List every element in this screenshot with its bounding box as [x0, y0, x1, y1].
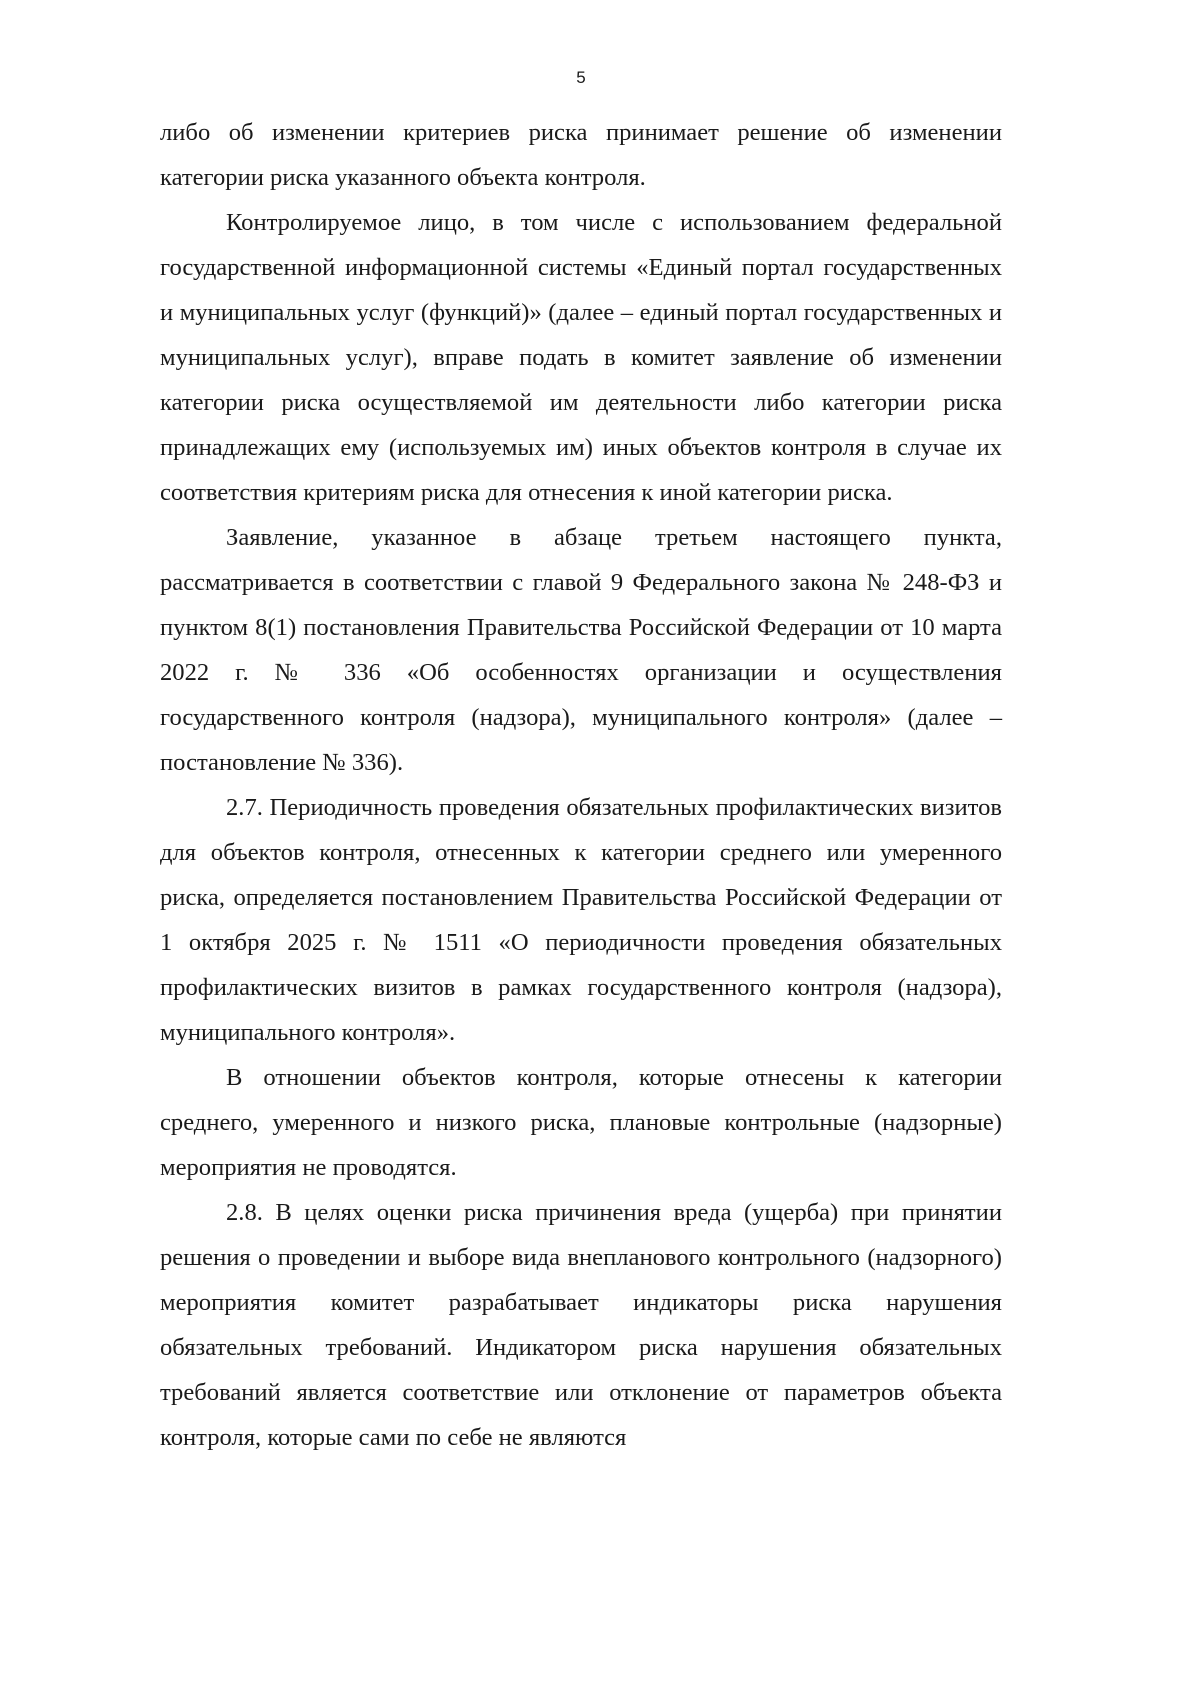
- page-number: 5: [576, 68, 586, 87]
- paragraph-1: либо об изменении критериев риска принимает решение об изменении категории риска указанного объекта контроля.: [160, 119, 1002, 191]
- document-body: [160, 110, 1002, 1460]
- paragraph-2: Контролируемое лицо, в том числе с использованием федеральной государственной информационной системы «Единый портал государственных и муниципальных услуг (функций)» (далее – единый портал государственных и муниципальных услуг), вправе подать в комитет заявление об изменении категории риска осуществляемой им деятельности либо категории риска принадлежащих ему (используемых им) иных объектов контроля в случае их соответствия критериям риска для отнесения к иной категории риска.: [160, 209, 1002, 506]
- paragraph-5: В отношении объектов контроля, которые отнесены к категории среднего, умеренного и низкого риска, плановые контрольные (надзорные) мероприятия не проводятся.: [160, 1064, 1002, 1181]
- paragraph-4-clause-2-7: 2.7. Периодичность проведения обязательных профилактических визитов для объектов контроля, отнесенных к категории среднего или умеренного риска, определяется постановлением Правительства Российской Федерации от 1 октября 2025 г. № 1511 «О периодичности проведения обязательных профилактических визитов в рамках государственного контроля (надзора), муниципального контроля».: [160, 794, 1002, 1046]
- paragraph-3: Заявление, указанное в абзаце третьем настоящего пункта, рассматривается в соответствии с главой 9 Федерального закона № 248-ФЗ и пунктом 8(1) постановления Правительства Российской Федерации от 10 марта 2022 г. № 336 «Об особенностях организации и осуществления государственного контроля (надзора), муниципального контроля» (далее – постановление № 336).: [160, 524, 1002, 776]
- paragraph-6-clause-2-8: 2.8. В целях оценки риска причинения вреда (ущерба) при принятии решения о проведении и выборе вида внепланового контрольного (надзорного) мероприятия комитет разрабатывает индикаторы риска нарушения обязательных требований. Индикатором риска нарушения обязательных требований является соответствие или отклонение от параметров объекта контроля, которые сами по себе не являются: [160, 1199, 1002, 1451]
